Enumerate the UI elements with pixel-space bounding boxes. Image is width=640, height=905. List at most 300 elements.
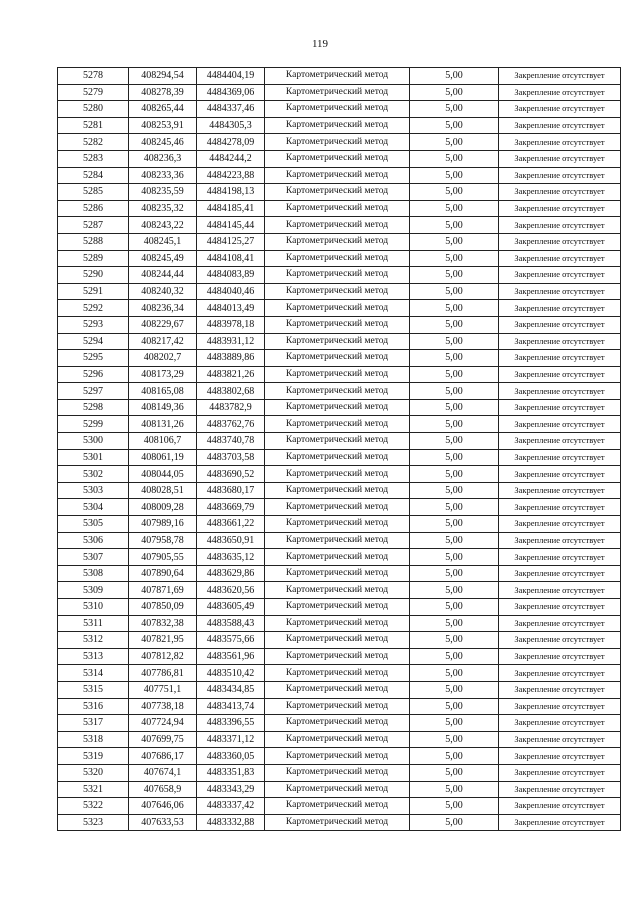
accuracy-cell: 5,00 (410, 200, 499, 217)
accuracy-cell: 5,00 (410, 565, 499, 582)
accuracy-cell: 5,00 (410, 150, 499, 167)
y-coordinate-cell: 4483605,49 (197, 599, 265, 616)
y-coordinate-cell: 4483351,83 (197, 764, 265, 781)
point-number-cell: 5302 (58, 466, 129, 483)
point-number-cell: 5312 (58, 632, 129, 649)
fixation-cell: Закрепление отсутствует (499, 565, 621, 582)
fixation-cell: Закрепление отсутствует (499, 798, 621, 815)
fixation-cell: Закрепление отсутствует (499, 101, 621, 118)
accuracy-cell: 5,00 (410, 366, 499, 383)
accuracy-cell: 5,00 (410, 250, 499, 267)
point-number-cell: 5286 (58, 200, 129, 217)
method-cell: Картометрический метод (265, 532, 410, 549)
method-cell: Картометрический метод (265, 184, 410, 201)
point-number-cell: 5296 (58, 366, 129, 383)
point-number-cell: 5281 (58, 117, 129, 134)
fixation-cell: Закрепление отсутствует (499, 399, 621, 416)
fixation-cell: Закрепление отсутствует (499, 184, 621, 201)
method-cell: Картометрический метод (265, 698, 410, 715)
table-row (58, 516, 621, 533)
accuracy-cell: 5,00 (410, 549, 499, 566)
table-row (58, 350, 621, 367)
table-row (58, 416, 621, 433)
y-coordinate-cell: 4483434,85 (197, 681, 265, 698)
x-coordinate-cell: 408244,44 (129, 267, 197, 284)
accuracy-cell: 5,00 (410, 715, 499, 732)
method-cell: Картометрический метод (265, 449, 410, 466)
fixation-cell: Закрепление отсутствует (499, 764, 621, 781)
method-cell: Картометрический метод (265, 84, 410, 101)
accuracy-cell: 5,00 (410, 184, 499, 201)
point-number-cell: 5290 (58, 267, 129, 284)
table-row (58, 399, 621, 416)
accuracy-cell: 5,00 (410, 84, 499, 101)
point-number-cell: 5314 (58, 665, 129, 682)
fixation-cell: Закрепление отсутствует (499, 366, 621, 383)
x-coordinate-cell: 407958,78 (129, 532, 197, 549)
point-number-cell: 5293 (58, 316, 129, 333)
table-row (58, 466, 621, 483)
method-cell: Картометрический метод (265, 681, 410, 698)
point-number-cell: 5313 (58, 648, 129, 665)
method-cell: Картометрический метод (265, 582, 410, 599)
fixation-cell: Закрепление отсутствует (499, 466, 621, 483)
accuracy-cell: 5,00 (410, 416, 499, 433)
y-coordinate-cell: 4483371,12 (197, 731, 265, 748)
method-cell: Картометрический метод (265, 200, 410, 217)
y-coordinate-cell: 4483740,78 (197, 433, 265, 450)
y-coordinate-cell: 4483782,9 (197, 399, 265, 416)
accuracy-cell: 5,00 (410, 516, 499, 533)
x-coordinate-cell: 407871,69 (129, 582, 197, 599)
method-cell: Картометрический метод (265, 101, 410, 118)
y-coordinate-cell: 4483978,18 (197, 316, 265, 333)
fixation-cell: Закрепление отсутствует (499, 615, 621, 632)
x-coordinate-cell: 408236,3 (129, 150, 197, 167)
fixation-cell: Закрепление отсутствует (499, 698, 621, 715)
x-coordinate-cell: 408202,7 (129, 350, 197, 367)
y-coordinate-cell: 4484223,88 (197, 167, 265, 184)
table-row (58, 84, 621, 101)
y-coordinate-cell: 4484198,13 (197, 184, 265, 201)
accuracy-cell: 5,00 (410, 101, 499, 118)
method-cell: Картометрический метод (265, 68, 410, 85)
point-number-cell: 5289 (58, 250, 129, 267)
table-row (58, 233, 621, 250)
fixation-cell: Закрепление отсутствует (499, 316, 621, 333)
fixation-cell: Закрепление отсутствует (499, 250, 621, 267)
y-coordinate-cell: 4483629,86 (197, 565, 265, 582)
x-coordinate-cell: 407646,06 (129, 798, 197, 815)
point-number-cell: 5294 (58, 333, 129, 350)
x-coordinate-cell: 408009,28 (129, 499, 197, 516)
y-coordinate-cell: 4484369,06 (197, 84, 265, 101)
y-coordinate-cell: 4483337,42 (197, 798, 265, 815)
accuracy-cell: 5,00 (410, 466, 499, 483)
table-row (58, 217, 621, 234)
x-coordinate-cell: 407890,64 (129, 565, 197, 582)
x-coordinate-cell: 407751,1 (129, 681, 197, 698)
y-coordinate-cell: 4484337,46 (197, 101, 265, 118)
method-cell: Картометрический метод (265, 648, 410, 665)
page-number: 119 (311, 38, 329, 50)
table-row (58, 814, 621, 831)
point-number-cell: 5279 (58, 84, 129, 101)
method-cell: Картометрический метод (265, 250, 410, 267)
x-coordinate-cell: 407699,75 (129, 731, 197, 748)
fixation-cell: Закрепление отсутствует (499, 549, 621, 566)
table-row (58, 648, 621, 665)
method-cell: Картометрический метод (265, 399, 410, 416)
table-row (58, 781, 621, 798)
y-coordinate-cell: 4483703,58 (197, 449, 265, 466)
x-coordinate-cell: 407738,18 (129, 698, 197, 715)
fixation-cell: Закрепление отсутствует (499, 482, 621, 499)
fixation-cell: Закрепление отсутствует (499, 150, 621, 167)
table-row (58, 582, 621, 599)
x-coordinate-cell: 408165,08 (129, 383, 197, 400)
x-coordinate-cell: 408253,91 (129, 117, 197, 134)
x-coordinate-cell: 408245,46 (129, 134, 197, 151)
point-number-cell: 5284 (58, 167, 129, 184)
fixation-cell: Закрепление отсутствует (499, 283, 621, 300)
accuracy-cell: 5,00 (410, 798, 499, 815)
table-row (58, 333, 621, 350)
point-number-cell: 5291 (58, 283, 129, 300)
fixation-cell: Закрепление отсутствует (499, 300, 621, 317)
method-cell: Картометрический метод (265, 150, 410, 167)
y-coordinate-cell: 4484108,41 (197, 250, 265, 267)
x-coordinate-cell: 407850,09 (129, 599, 197, 616)
table-row (58, 731, 621, 748)
fixation-cell: Закрепление отсутствует (499, 68, 621, 85)
x-coordinate-cell: 408245,49 (129, 250, 197, 267)
point-number-cell: 5303 (58, 482, 129, 499)
point-number-cell: 5308 (58, 565, 129, 582)
y-coordinate-cell: 4483931,12 (197, 333, 265, 350)
accuracy-cell: 5,00 (410, 233, 499, 250)
table-row (58, 134, 621, 151)
accuracy-cell: 5,00 (410, 615, 499, 632)
point-number-cell: 5282 (58, 134, 129, 151)
x-coordinate-cell: 408233,36 (129, 167, 197, 184)
fixation-cell: Закрепление отсутствует (499, 416, 621, 433)
method-cell: Картометрический метод (265, 167, 410, 184)
method-cell: Картометрический метод (265, 665, 410, 682)
fixation-cell: Закрепление отсутствует (499, 217, 621, 234)
accuracy-cell: 5,00 (410, 350, 499, 367)
accuracy-cell: 5,00 (410, 781, 499, 798)
x-coordinate-cell: 408265,44 (129, 101, 197, 118)
method-cell: Картометрический метод (265, 731, 410, 748)
point-number-cell: 5280 (58, 101, 129, 118)
table-row (58, 150, 621, 167)
y-coordinate-cell: 4483680,17 (197, 482, 265, 499)
table-row (58, 101, 621, 118)
fixation-cell: Закрепление отсутствует (499, 499, 621, 516)
table-row (58, 748, 621, 765)
fixation-cell: Закрепление отсутствует (499, 516, 621, 533)
table-row (58, 632, 621, 649)
y-coordinate-cell: 4484083,89 (197, 267, 265, 284)
point-number-cell: 5323 (58, 814, 129, 831)
point-number-cell: 5304 (58, 499, 129, 516)
accuracy-cell: 5,00 (410, 499, 499, 516)
table-row (58, 250, 621, 267)
fixation-cell: Закрепление отсутствует (499, 333, 621, 350)
table-row (58, 549, 621, 566)
method-cell: Картометрический метод (265, 599, 410, 616)
method-cell: Картометрический метод (265, 466, 410, 483)
method-cell: Картометрический метод (265, 267, 410, 284)
fixation-cell: Закрепление отсутствует (499, 84, 621, 101)
point-number-cell: 5311 (58, 615, 129, 632)
y-coordinate-cell: 4484305,3 (197, 117, 265, 134)
point-number-cell: 5301 (58, 449, 129, 466)
fixation-cell: Закрепление отсутствует (499, 433, 621, 450)
y-coordinate-cell: 4483588,43 (197, 615, 265, 632)
method-cell: Картометрический метод (265, 383, 410, 400)
accuracy-cell: 5,00 (410, 599, 499, 616)
y-coordinate-cell: 4484404,19 (197, 68, 265, 85)
point-number-cell: 5299 (58, 416, 129, 433)
y-coordinate-cell: 4483802,68 (197, 383, 265, 400)
fixation-cell: Закрепление отсутствует (499, 200, 621, 217)
method-cell: Картометрический метод (265, 233, 410, 250)
point-number-cell: 5288 (58, 233, 129, 250)
point-number-cell: 5309 (58, 582, 129, 599)
accuracy-cell: 5,00 (410, 582, 499, 599)
fixation-cell: Закрепление отсутствует (499, 167, 621, 184)
point-number-cell: 5292 (58, 300, 129, 317)
accuracy-cell: 5,00 (410, 300, 499, 317)
x-coordinate-cell: 408131,26 (129, 416, 197, 433)
table-row (58, 698, 621, 715)
method-cell: Картометрический метод (265, 499, 410, 516)
accuracy-cell: 5,00 (410, 681, 499, 698)
y-coordinate-cell: 4483889,86 (197, 350, 265, 367)
y-coordinate-cell: 4483635,12 (197, 549, 265, 566)
table-row (58, 300, 621, 317)
table-row (58, 599, 621, 616)
y-coordinate-cell: 4483650,91 (197, 532, 265, 549)
accuracy-cell: 5,00 (410, 399, 499, 416)
y-coordinate-cell: 4484244,2 (197, 150, 265, 167)
x-coordinate-cell: 408294,54 (129, 68, 197, 85)
accuracy-cell: 5,00 (410, 482, 499, 499)
y-coordinate-cell: 4484125,27 (197, 233, 265, 250)
accuracy-cell: 5,00 (410, 764, 499, 781)
method-cell: Картометрический метод (265, 283, 410, 300)
x-coordinate-cell: 407989,16 (129, 516, 197, 533)
coordinates-table (57, 67, 621, 831)
x-coordinate-cell: 408229,67 (129, 316, 197, 333)
point-number-cell: 5283 (58, 150, 129, 167)
y-coordinate-cell: 4483762,76 (197, 416, 265, 433)
y-coordinate-cell: 4483510,42 (197, 665, 265, 682)
point-number-cell: 5319 (58, 748, 129, 765)
y-coordinate-cell: 4483669,79 (197, 499, 265, 516)
table-row (58, 665, 621, 682)
table-row (58, 117, 621, 134)
fixation-cell: Закрепление отсутствует (499, 748, 621, 765)
point-number-cell: 5287 (58, 217, 129, 234)
accuracy-cell: 5,00 (410, 632, 499, 649)
y-coordinate-cell: 4483396,55 (197, 715, 265, 732)
method-cell: Картометрический метод (265, 781, 410, 798)
point-number-cell: 5320 (58, 764, 129, 781)
method-cell: Картометрический метод (265, 366, 410, 383)
x-coordinate-cell: 407674,1 (129, 764, 197, 781)
y-coordinate-cell: 4484013,49 (197, 300, 265, 317)
accuracy-cell: 5,00 (410, 731, 499, 748)
method-cell: Картометрический метод (265, 300, 410, 317)
method-cell: Картометрический метод (265, 764, 410, 781)
x-coordinate-cell: 408149,36 (129, 399, 197, 416)
x-coordinate-cell: 407686,17 (129, 748, 197, 765)
x-coordinate-cell: 407905,55 (129, 549, 197, 566)
fixation-cell: Закрепление отсутствует (499, 599, 621, 616)
x-coordinate-cell: 408106,7 (129, 433, 197, 450)
accuracy-cell: 5,00 (410, 134, 499, 151)
y-coordinate-cell: 4484040,46 (197, 283, 265, 300)
fixation-cell: Закрепление отсутствует (499, 632, 621, 649)
x-coordinate-cell: 407821,95 (129, 632, 197, 649)
accuracy-cell: 5,00 (410, 217, 499, 234)
table-row (58, 681, 621, 698)
method-cell: Картометрический метод (265, 134, 410, 151)
point-number-cell: 5295 (58, 350, 129, 367)
method-cell: Картометрический метод (265, 333, 410, 350)
method-cell: Картометрический метод (265, 814, 410, 831)
y-coordinate-cell: 4483661,22 (197, 516, 265, 533)
y-coordinate-cell: 4483690,52 (197, 466, 265, 483)
x-coordinate-cell: 407633,53 (129, 814, 197, 831)
y-coordinate-cell: 4483332,88 (197, 814, 265, 831)
method-cell: Картометрический метод (265, 482, 410, 499)
method-cell: Картометрический метод (265, 715, 410, 732)
accuracy-cell: 5,00 (410, 316, 499, 333)
fixation-cell: Закрепление отсутствует (499, 814, 621, 831)
accuracy-cell: 5,00 (410, 814, 499, 831)
x-coordinate-cell: 408061,19 (129, 449, 197, 466)
accuracy-cell: 5,00 (410, 267, 499, 284)
fixation-cell: Закрепление отсутствует (499, 117, 621, 134)
point-number-cell: 5307 (58, 549, 129, 566)
table-row (58, 798, 621, 815)
accuracy-cell: 5,00 (410, 333, 499, 350)
method-cell: Картометрический метод (265, 748, 410, 765)
accuracy-cell: 5,00 (410, 433, 499, 450)
point-number-cell: 5278 (58, 68, 129, 85)
point-number-cell: 5285 (58, 184, 129, 201)
x-coordinate-cell: 408240,32 (129, 283, 197, 300)
fixation-cell: Закрепление отсутствует (499, 731, 621, 748)
x-coordinate-cell: 408044,05 (129, 466, 197, 483)
x-coordinate-cell: 407658,9 (129, 781, 197, 798)
y-coordinate-cell: 4484185,41 (197, 200, 265, 217)
point-number-cell: 5318 (58, 731, 129, 748)
method-cell: Картометрический метод (265, 615, 410, 632)
fixation-cell: Закрепление отсутствует (499, 383, 621, 400)
table-row (58, 167, 621, 184)
fixation-cell: Закрепление отсутствует (499, 681, 621, 698)
table-row (58, 68, 621, 85)
point-number-cell: 5310 (58, 599, 129, 616)
method-cell: Картометрический метод (265, 117, 410, 134)
y-coordinate-cell: 4483413,74 (197, 698, 265, 715)
y-coordinate-cell: 4484278,09 (197, 134, 265, 151)
accuracy-cell: 5,00 (410, 68, 499, 85)
table-row (58, 764, 621, 781)
fixation-cell: Закрепление отсутствует (499, 350, 621, 367)
point-number-cell: 5300 (58, 433, 129, 450)
accuracy-cell: 5,00 (410, 383, 499, 400)
accuracy-cell: 5,00 (410, 648, 499, 665)
point-number-cell: 5306 (58, 532, 129, 549)
x-coordinate-cell: 408235,59 (129, 184, 197, 201)
method-cell: Картометрический метод (265, 350, 410, 367)
table-row (58, 482, 621, 499)
x-coordinate-cell: 407786,81 (129, 665, 197, 682)
table-row (58, 449, 621, 466)
method-cell: Картометрический метод (265, 565, 410, 582)
table-row (58, 366, 621, 383)
fixation-cell: Закрепление отсутствует (499, 715, 621, 732)
table-row (58, 200, 621, 217)
table-row (58, 267, 621, 284)
table-row (58, 283, 621, 300)
x-coordinate-cell: 407832,38 (129, 615, 197, 632)
point-number-cell: 5315 (58, 681, 129, 698)
y-coordinate-cell: 4483343,29 (197, 781, 265, 798)
y-coordinate-cell: 4483360,05 (197, 748, 265, 765)
accuracy-cell: 5,00 (410, 283, 499, 300)
method-cell: Картометрический метод (265, 516, 410, 533)
y-coordinate-cell: 4483620,56 (197, 582, 265, 599)
point-number-cell: 5317 (58, 715, 129, 732)
table-row (58, 316, 621, 333)
fixation-cell: Закрепление отсутствует (499, 648, 621, 665)
fixation-cell: Закрепление отсутствует (499, 781, 621, 798)
method-cell: Картометрический метод (265, 549, 410, 566)
table-row (58, 565, 621, 582)
point-number-cell: 5298 (58, 399, 129, 416)
table-row (58, 615, 621, 632)
method-cell: Картометрический метод (265, 798, 410, 815)
point-number-cell: 5321 (58, 781, 129, 798)
method-cell: Картометрический метод (265, 632, 410, 649)
method-cell: Картометрический метод (265, 217, 410, 234)
table-row (58, 184, 621, 201)
y-coordinate-cell: 4483575,66 (197, 632, 265, 649)
accuracy-cell: 5,00 (410, 449, 499, 466)
x-coordinate-cell: 408245,1 (129, 233, 197, 250)
accuracy-cell: 5,00 (410, 698, 499, 715)
x-coordinate-cell: 408235,32 (129, 200, 197, 217)
y-coordinate-cell: 4483821,26 (197, 366, 265, 383)
y-coordinate-cell: 4484145,44 (197, 217, 265, 234)
table-row (58, 499, 621, 516)
fixation-cell: Закрепление отсутствует (499, 665, 621, 682)
fixation-cell: Закрепление отсутствует (499, 449, 621, 466)
x-coordinate-cell: 408028,51 (129, 482, 197, 499)
accuracy-cell: 5,00 (410, 532, 499, 549)
x-coordinate-cell: 407812,82 (129, 648, 197, 665)
accuracy-cell: 5,00 (410, 665, 499, 682)
table-row (58, 383, 621, 400)
table-row (58, 715, 621, 732)
